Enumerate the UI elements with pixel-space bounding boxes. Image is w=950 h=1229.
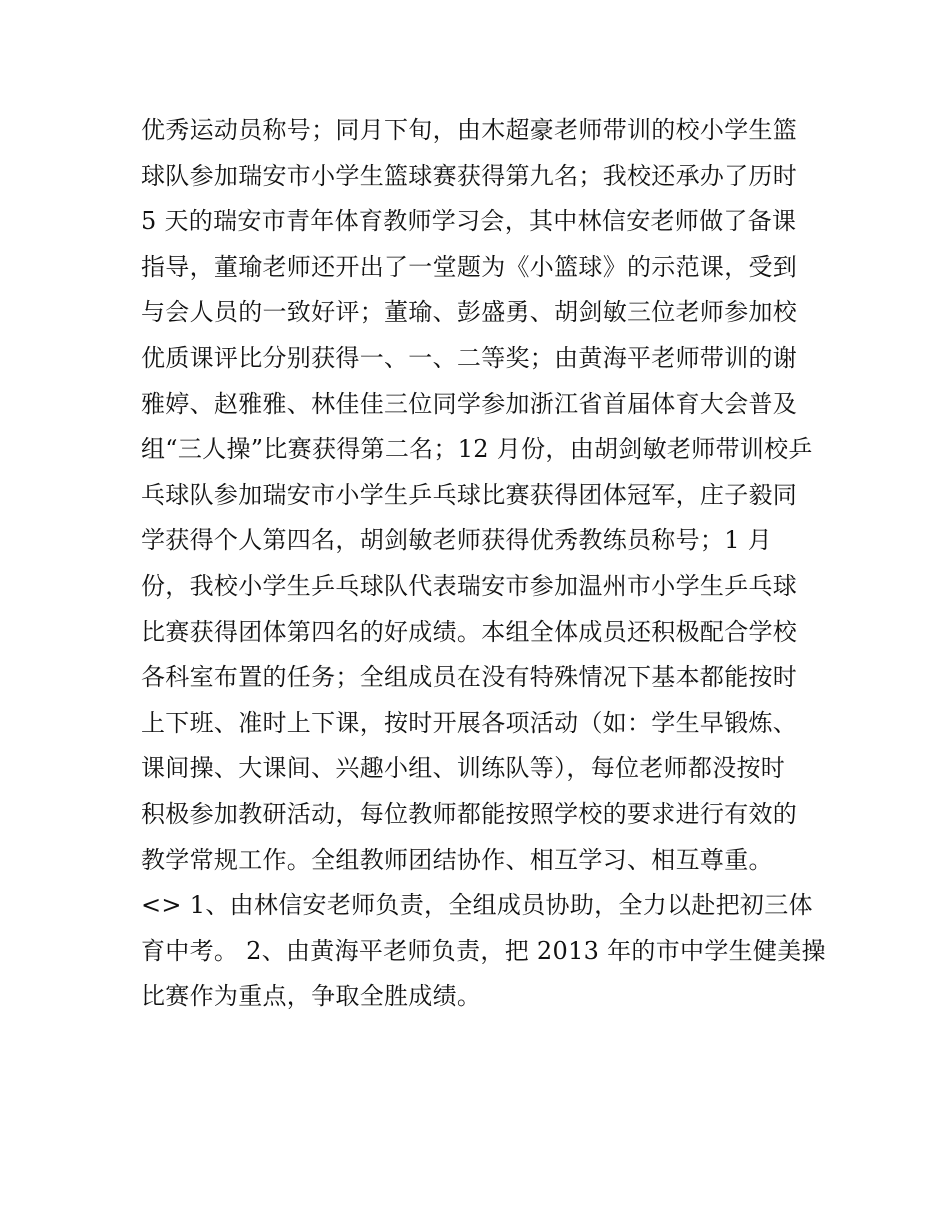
text-line: 比赛获得团体第四名的好成绩。本组全体成员还积极配合学校 — [141, 617, 798, 646]
text-line: 教学常规工作。全组教师团结协作、相互学习、相互尊重。 — [141, 845, 773, 874]
text-line: 与会人员的一致好评；董瑜、彭盛勇、胡剑敏三位老师参加校 — [141, 298, 798, 327]
text-line: 乓球队参加瑞安市小学生乒乓球比赛获得团体冠军，庄子毅同 — [141, 480, 798, 509]
text-line: 优秀运动员称号；同月下旬，由木超豪老师带训的校小学生篮 — [141, 116, 798, 144]
text-line: 育中考。 2、由黄海平老师负责，把 2013 年的市中学生健美操 — [141, 936, 826, 965]
text-line: <> 1、由林信安老师负责，全组成员协助，全力以赴把初三体 — [141, 891, 813, 920]
text-line: 组“三人操”比赛获得第二名；12 月份，由胡剑敏老师带训校乒 — [141, 435, 813, 464]
text-line: 学获得个人第四名，胡剑敏老师获得优秀教练员称号；1 月 — [141, 526, 772, 555]
text-line: 积极参加教研活动，每位教师都能按照学校的要求进行有效的 — [141, 799, 798, 828]
body-text — [141, 108, 826, 1020]
text-line: 5 天的瑞安市青年体育教师学习会，其中林信安老师做了备课 — [141, 207, 797, 236]
text-line: 球队参加瑞安市小学生篮球赛获得第九名；我校还承办了历时 — [141, 161, 798, 190]
text-line: 课间操、大课间、兴趣小组、训练队等），每位老师都没按时 — [141, 754, 786, 783]
text-line: 份，我校小学生乒乓球队代表瑞安市参加温州市小学生乒乓球 — [141, 571, 798, 600]
text-line: 比赛作为重点，争取全胜成绩。 — [141, 982, 482, 1011]
text-line: 雅婷、赵雅雅、林佳佳三位同学参加浙江省首届体育大会普及 — [141, 389, 798, 418]
text-line: 各科室布置的任务；全组成员在没有特殊情况下基本都能按时 — [141, 663, 798, 692]
text-line: 上下班、准时上下课，按时开展各项活动（如：学生早锻炼、 — [141, 708, 798, 737]
text-line: 指导，董瑜老师还开出了一堂题为《小篮球》的示范课，受到 — [141, 252, 798, 281]
text-line: 优质课评比分别获得一、一、二等奖；由黄海平老师带训的谢 — [141, 343, 798, 372]
